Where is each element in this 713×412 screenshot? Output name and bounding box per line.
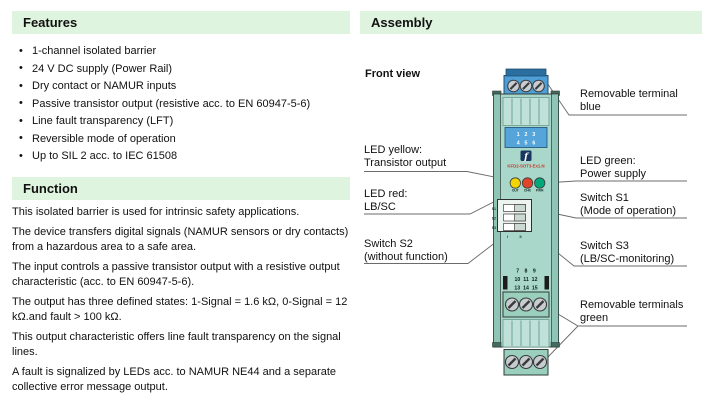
callout-line1: Removable terminal <box>580 88 678 100</box>
label-tab <box>503 276 508 290</box>
brand-logo-icon <box>521 151 532 163</box>
feature-text: 24 V DC supply (Power Rail) <box>32 62 172 75</box>
paragraph: The device transfers digital signals (NAMUR sensors or dry contacts) from a hazardous area to a safe area. <box>12 226 349 253</box>
paragraph: A fault is signalized by LEDs acc. to NAMUR NE44 and a separate collective error message output. <box>12 366 337 393</box>
callout-line2: Transistor output <box>364 157 447 169</box>
callout-line1: Switch S2 <box>364 238 413 250</box>
label-tab <box>545 276 550 290</box>
callout-line1: Switch S1 <box>580 192 629 204</box>
terminal-number-label-blue <box>505 128 547 148</box>
terminal-green-lower <box>504 350 548 376</box>
bottom-numbers-row3: 13 14 15 <box>514 285 538 292</box>
switch-scale-left: I <box>506 235 509 239</box>
screw-icon <box>520 356 533 369</box>
feature-text: Line fault transparency (LFT) <box>32 115 174 127</box>
screw-icon <box>534 356 547 369</box>
switch-s2-rocker <box>504 214 526 221</box>
callout-switch-s1 <box>580 192 712 218</box>
callout-switch-s2 <box>364 238 496 264</box>
list-item <box>12 148 352 166</box>
screw-icon <box>506 298 519 311</box>
led-green-icon <box>535 178 545 188</box>
led-red-icon <box>522 178 532 188</box>
leader-led-yellow <box>364 172 512 181</box>
screw-icon <box>506 356 519 369</box>
paragraph: The input controls a passive transistor output with a resistive output characteristic (acc. to EN 60947-5-6). <box>12 261 340 288</box>
callout-line2: (without function) <box>364 251 448 263</box>
callout-line2: LB/SC <box>364 201 396 213</box>
bullet-icon: • <box>19 114 23 127</box>
screw-icon <box>508 80 520 92</box>
callout-led-yellow <box>364 144 496 170</box>
top-numbers-row1: 1 2 3 <box>516 132 536 138</box>
list-item <box>12 43 352 61</box>
feature-text: 1-channel isolated barrier <box>32 45 157 57</box>
screw-icon <box>534 298 547 311</box>
screw-icon <box>520 80 532 92</box>
paragraph: The output has three defined states: 1-Signal = 1.6 kΩ, 0-Signal = 12 kΩ.and fault > 100 kΩ. <box>12 296 348 323</box>
leader-led-green <box>545 181 687 183</box>
screw-icon <box>533 80 545 92</box>
switch-scale-right: II <box>519 235 522 239</box>
groove-section-bottom <box>503 320 549 348</box>
bullet-icon: • <box>19 149 23 162</box>
feature-text: Up to SIL 2 acc. to IEC 61508 <box>32 150 178 162</box>
callout-line1: LED green: <box>580 155 636 167</box>
logo-letter: f <box>524 152 528 163</box>
callout-line1: Removable terminals <box>580 299 684 311</box>
device-model: KFD2-SOT3-Ex1.N <box>507 163 545 169</box>
callout-line2: Power supply <box>580 168 647 180</box>
list-item <box>12 61 352 79</box>
switch-label-s2: S2 <box>491 216 496 221</box>
callout-terminals-green <box>580 299 712 325</box>
callout-line2: (Mode of operation) <box>580 205 676 217</box>
list-item <box>12 131 352 149</box>
list-item <box>12 96 352 114</box>
list-item <box>12 113 352 131</box>
callout-switch-s3 <box>580 240 712 266</box>
terminal-green-upper <box>503 292 549 317</box>
feature-text: Dry contact or NAMUR inputs <box>32 80 177 92</box>
feature-text: Passive transistor output (resistive acc. to EN 60947-5-6) <box>32 97 311 110</box>
callout-line2: (LB/SC-monitoring) <box>580 253 675 265</box>
callout-line1: Switch S3 <box>580 240 629 252</box>
assembly-header <box>360 11 702 34</box>
screw-icon <box>520 298 533 311</box>
callout-line2: green <box>580 312 609 324</box>
callout-led-green <box>580 155 712 181</box>
bullet-icon: • <box>19 79 23 92</box>
bullet-icon: • <box>19 44 23 57</box>
bullet-icon: • <box>19 62 23 74</box>
list-item <box>12 78 352 96</box>
led-label-out: OUT <box>511 188 519 193</box>
top-numbers-row2: 4 5 6 <box>516 140 536 147</box>
function-title: Function <box>23 181 78 196</box>
callout-line1: LED yellow: <box>364 144 423 156</box>
callout-line2: blue <box>580 101 601 113</box>
led-row <box>510 178 545 193</box>
features-header <box>12 11 350 34</box>
device-body <box>492 91 560 347</box>
paragraph: This isolated barrier is used for intrinsic safety applications. <box>12 206 300 218</box>
function-header <box>12 177 350 200</box>
switch-s3-rocker <box>504 224 526 231</box>
led-yellow-icon <box>510 178 520 188</box>
features-title: Features <box>23 15 78 30</box>
features-list <box>12 43 352 166</box>
switch-s1-rocker <box>504 205 526 212</box>
callout-terminal-blue <box>580 88 712 114</box>
paragraph: This output characteristic offers line fault transparency on the signal lines. <box>12 331 341 358</box>
bottom-numbers-row2: 10 11 12 <box>514 277 538 283</box>
led-label-chk: CHK <box>523 188 532 193</box>
assembly-title: Assembly <box>371 15 433 30</box>
groove-section-top <box>503 98 549 126</box>
switch-label-s1: S1 <box>491 207 496 211</box>
callout-led-red <box>364 188 496 214</box>
switch-label-s3: S3 <box>491 226 496 230</box>
top-terminal-blue <box>504 69 548 97</box>
feature-text: Reversible mode of operation <box>32 132 176 145</box>
bullet-icon: • <box>19 97 23 109</box>
bottom-numbers-row1: 7 8 9 <box>516 268 536 275</box>
function-text <box>12 205 356 400</box>
bullet-icon: • <box>19 132 23 144</box>
led-label-pwr: PWR <box>535 188 544 193</box>
front-view-label: Front view <box>365 68 421 80</box>
callout-line1: LED red: <box>364 188 408 200</box>
